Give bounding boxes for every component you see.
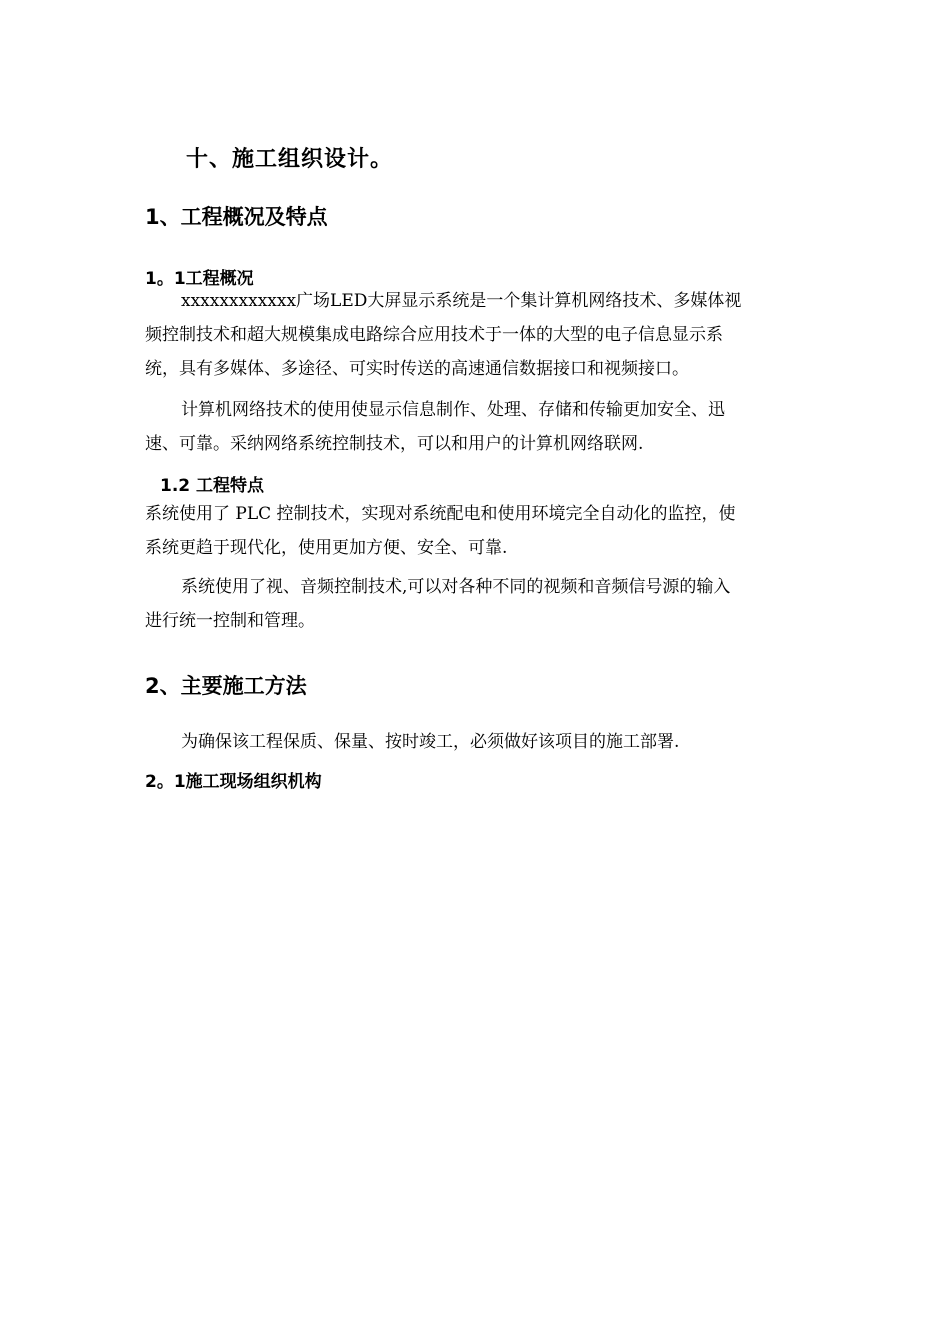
text-line: 统，具有多媒体、多途径、可实时传送的高速通信数据接口和视频接口。 (145, 359, 689, 379)
paragraph-plc (145, 497, 736, 565)
text-line: 为确保该工程保质、保量、按时竣工，必须做好该项目的施工部署. (181, 732, 680, 752)
paragraph-network-tech (145, 393, 725, 461)
text-line: xxxxxxxxxxxx广场LED大屏显示系统是一个集计算机网络技术、多媒体视 (181, 291, 742, 311)
text-line: 频控制技术和超大规模集成电路综合应用技术于一体的大型的电子信息显示系 (145, 325, 723, 345)
text-line: 速、可靠。采纳网络系统控制技术，可以和用户的计算机网络联网. (145, 434, 644, 454)
text-line: 计算机网络技术的使用使显示信息制作、处理、存储和传输更加安全、迅 (181, 400, 725, 420)
text-line: 系统使用了视、音频控制技术,可以对各种不同的视频和音频信号源的输入 (181, 577, 731, 597)
section-heading-2: 2、主要施工方法 (145, 674, 307, 698)
paragraph-av-control (145, 570, 730, 638)
text-line: 系统更趋于现代化，使用更加方便、安全、可靠. (145, 538, 508, 558)
text-line: 进行统一控制和管理。 (145, 611, 315, 631)
subsection-heading-1-1: 1。1工程概况 (145, 269, 254, 289)
text-line: 系统使用了 PLC 控制技术，实现对系统配电和使用环境完全自动化的监控，使 (145, 504, 736, 524)
paragraph-deployment (145, 725, 679, 759)
page-title: 十、施工组织设计。 (186, 147, 394, 172)
section-heading-1: 1、工程概况及特点 (145, 205, 328, 229)
subsection-heading-2-1: 2。1施工现场组织机构 (145, 772, 322, 792)
paragraph-overview (145, 284, 741, 386)
subsection-heading-1-2: 1.2 工程特点 (160, 476, 265, 496)
